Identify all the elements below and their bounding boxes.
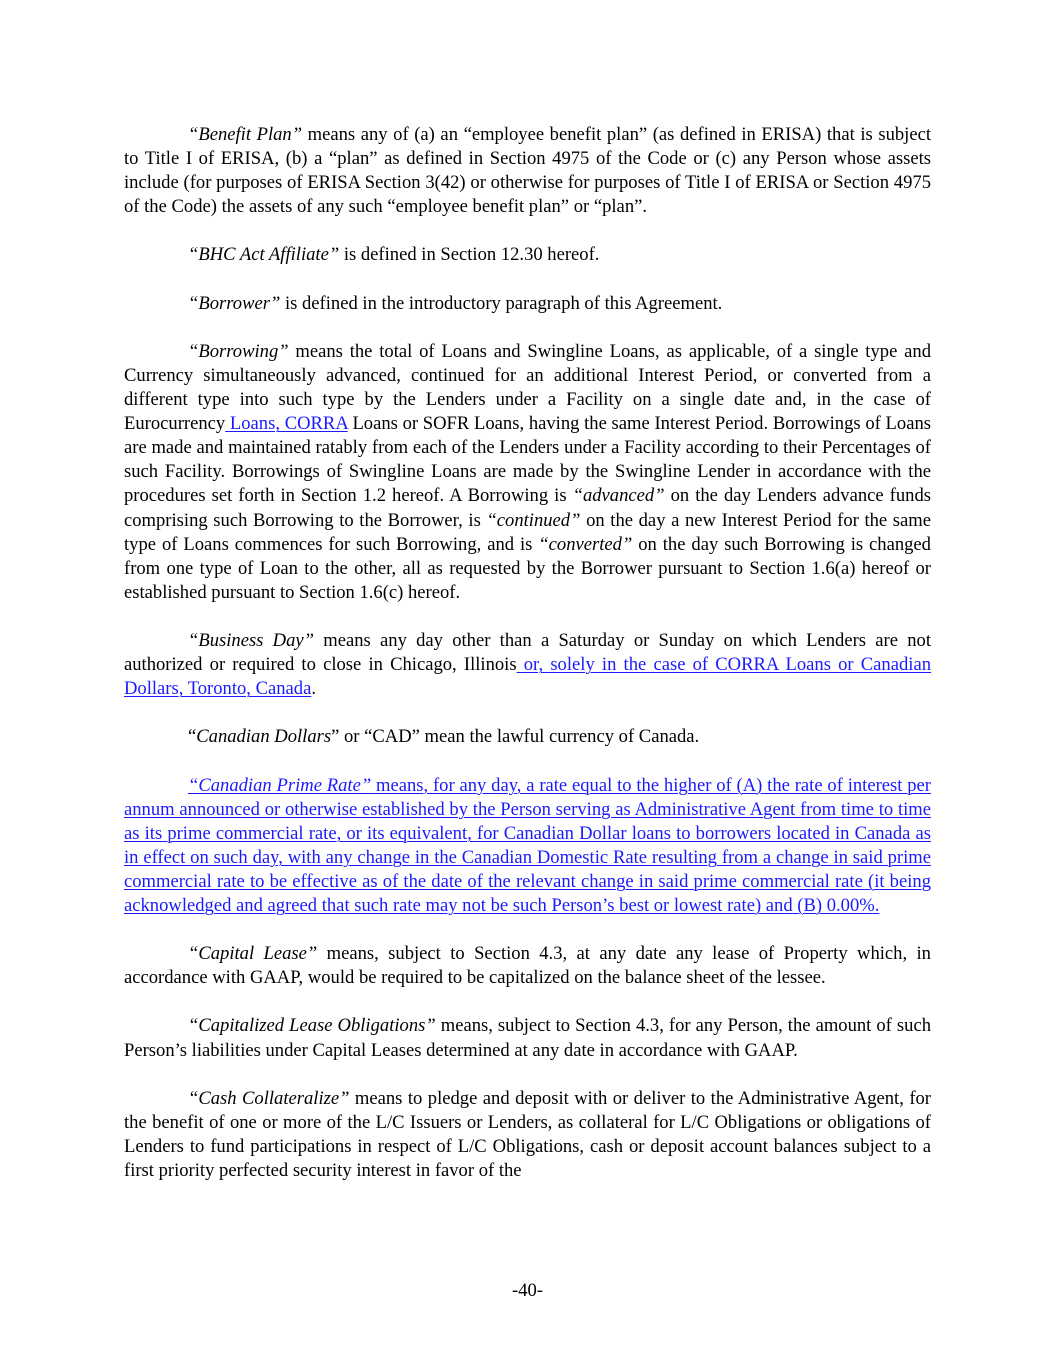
definition-business-day bbox=[124, 629, 931, 701]
page-number: -40- bbox=[512, 1280, 543, 1301]
definition-text: means, subject to Section 4.3, for any Person, the amount of such Person’s liabilities under Capital Leases determined at any date in accordance with GAAP. bbox=[124, 1015, 931, 1061]
definition-capitalized-lease-obligations bbox=[124, 1014, 931, 1062]
definition-canadian-prime-rate bbox=[124, 774, 931, 919]
defined-term: “BHC Act Affiliate” bbox=[188, 244, 340, 266]
definition-capital-lease bbox=[124, 942, 931, 990]
defined-term: “Benefit Plan” bbox=[188, 124, 303, 145]
definition-text: Loans or SOFR Loans, having the same Interest Period. Borrowings of Loans are made and maintained ratably from each of the Lenders under a Facility according to their Percentages of such Facility. Borrowings of Swingline Loans are made by the Swingline Lender in accordance with the procedures set forth in Section 1.2 hereof. A Borrowing is bbox=[124, 413, 931, 507]
inserted-text: or, solely in the case of CORRA Loans or Canadian Dollars, Toronto, Canada bbox=[124, 654, 931, 700]
document-page bbox=[124, 123, 931, 1183]
defined-term: “Canadian Prime Rate” bbox=[188, 774, 372, 796]
definition-text: on the day such Borrowing is changed from one type of Loan to the other, all as requested by the Borrower pursuant to Section 1.6(a) hereof or established pursuant to Section 1.6(c) hereof. bbox=[124, 533, 931, 603]
definition-text: is defined in Section 12.30 hereof. bbox=[339, 244, 600, 266]
definition-borrowing bbox=[124, 340, 931, 605]
defined-term: “converted” bbox=[538, 533, 633, 555]
definition-text: means any day other than a Saturday or Sunday on which Lenders are not authorized or required to close in Chicago, Illinois bbox=[124, 629, 931, 676]
definition-text: means to pledge and deposit with or deliver to the Administrative Agent, for the benefit of one or more of the L/C Issuers or Lenders, as collateral for L/C Obligations or obligations of Lenders to fund participations in respect of L/C Obligations, cash or deposit account balances subject to a first priority perfected security interest in favor of the bbox=[124, 1087, 931, 1182]
defined-term: “Capitalized Lease Obligations” bbox=[188, 1015, 436, 1037]
definition-cash-collateralize bbox=[124, 1087, 931, 1183]
definition-benefit-plan bbox=[124, 123, 931, 219]
inserted-text: Loans, CORRA bbox=[225, 413, 348, 435]
definition-text: on the day Lenders advance funds comprising such Borrowing to the Borrower, is bbox=[124, 485, 931, 531]
definition-canadian-dollars bbox=[124, 725, 931, 749]
definition-text: . bbox=[311, 678, 317, 700]
definition-text: means any of (a) an “employee benefit plan” (as defined in ERISA) that is subject to Title I of ERISA, (b) a “plan” as defined in Section 4975 of the Code or (c) any Person whose assets include (for purposes of ERISA Section 3(42) or otherwise for purposes of Title I of ERISA or Section 4975 of the Code) the assets of any such “employee benefit plan” or “plan”. bbox=[124, 124, 931, 218]
definition-text: on the day a new Interest Period for the same type of Loans commences for such Borrowing, and is bbox=[124, 509, 931, 555]
definition-text: ” or “CAD” mean the lawful currency of Canada. bbox=[331, 726, 700, 748]
defined-term: “Business Day” bbox=[188, 629, 314, 651]
defined-term: “advanced” bbox=[572, 485, 665, 507]
definition-text: means, subject to Section 4.3, at any date any lease of Property which, in accordance with GAAP, would be required to be capitalized on the balance sheet of the lessee. bbox=[124, 943, 931, 989]
defined-term: “Borrower” bbox=[188, 292, 281, 314]
defined-term: Canadian Dollars bbox=[196, 726, 332, 748]
definition-text: means the total of Loans and Swingline Loans, as applicable, of a single type and Currency simultaneously advanced, continued for an additional Interest Period, or converted from a different type into such type by the Lenders under a Facility on a single date and, in the case of Eurocurrency bbox=[124, 340, 931, 435]
definition-borrower bbox=[124, 292, 931, 316]
defined-term: “Borrowing” bbox=[188, 340, 289, 362]
defined-term: “continued” bbox=[486, 509, 581, 531]
quote-open: “ bbox=[188, 726, 197, 748]
definition-text: means, for any day, a rate equal to the higher of (A) the rate of interest per annum announced or otherwise established by the Person serving as Administrative Agent from time to time as its prime commercial rate, or its equivalent, for Canadian Dollar loans to borrowers located in Canada as in effect on such day, with any change in the Canadian Domestic Rate resulting from a change in said prime commercial rate to be effective as of the date of the relevant change in said prime commercial rate (it being acknowledged and agreed that such rate may not be such Person’s best or lowest rate) and (B) 0.00%. bbox=[124, 774, 931, 916]
defined-term: “Capital Lease” bbox=[188, 943, 318, 965]
defined-term: “Cash Collateralize” bbox=[188, 1087, 350, 1109]
definition-bhc-act-affiliate bbox=[124, 243, 931, 267]
definition-text: is defined in the introductory paragraph of this Agreement. bbox=[280, 292, 723, 314]
